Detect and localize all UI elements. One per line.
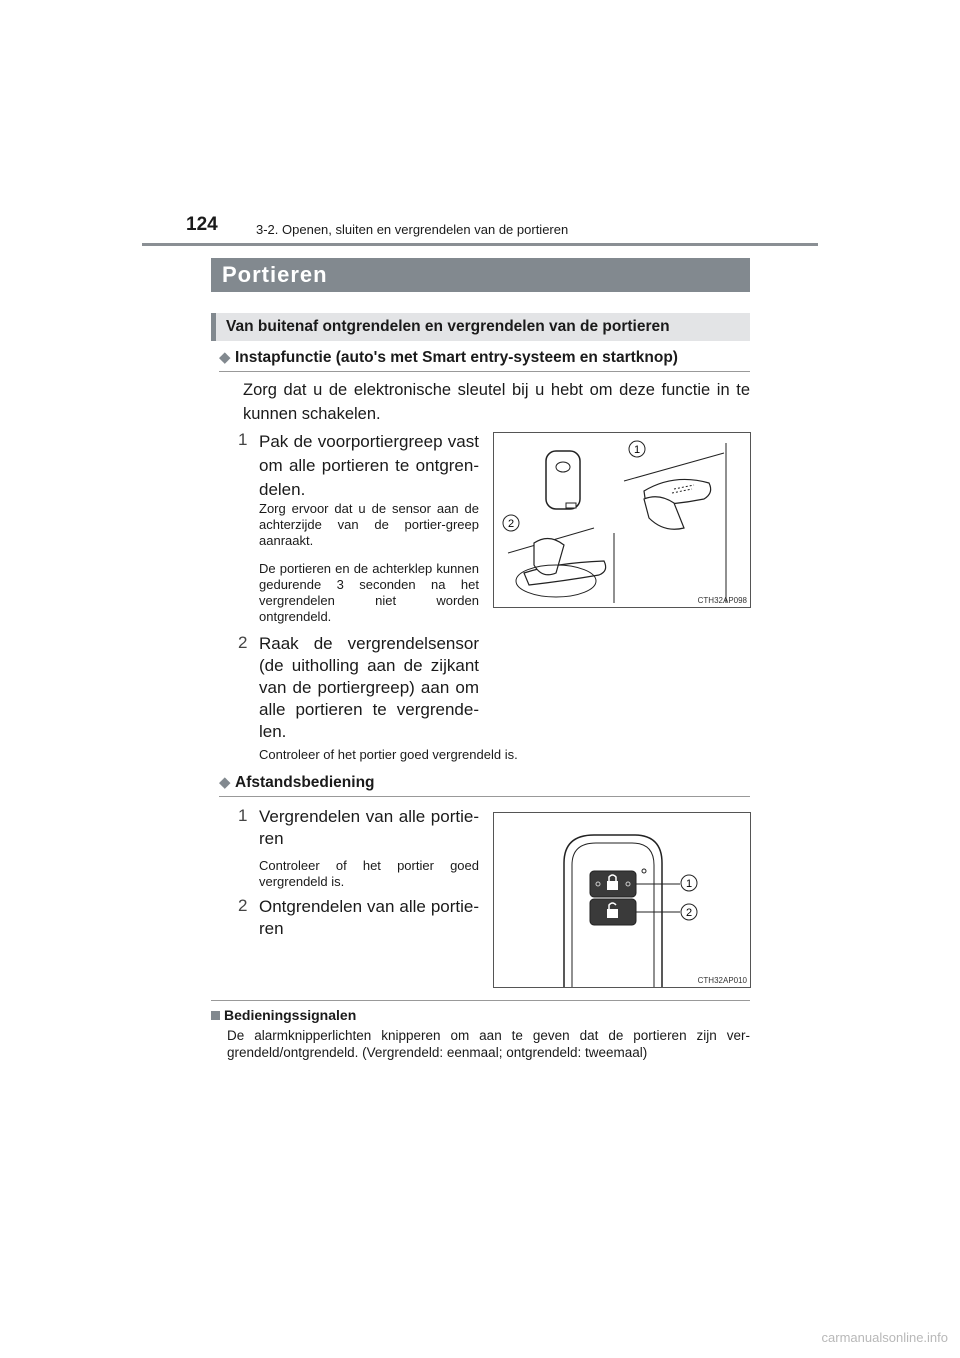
diamond-bullet-icon: ◆ (219, 774, 231, 791)
afstand-heading: Afstandsbediening (235, 774, 375, 791)
afstand-heading-rule (219, 796, 750, 797)
remote-key-illustration (494, 813, 750, 987)
afstand-heading-row (219, 773, 375, 792)
subsection-title: Van buitenaf ontgrendelen en vergrendelen van de portieren (226, 318, 670, 335)
afstand-step-2-number: 2 (238, 896, 248, 915)
figure-1-code: CTH32AP098 (697, 596, 747, 605)
step-1-number: 1 (238, 430, 248, 449)
figure-smart-entry (493, 432, 751, 608)
diamond-bullet-icon: ◆ (219, 349, 231, 366)
instap-heading: Instapfunctie (auto's met Smart entry-systeem en startknop) (235, 349, 678, 366)
figure-2-code: CTH32AP010 (697, 976, 747, 985)
instap-note: Controleer of het portier goed vergrendeld is. (259, 747, 518, 762)
instap-heading-rule (219, 371, 750, 372)
figure-1-callout-2: 2 (507, 518, 515, 530)
smart-entry-illustration (494, 433, 750, 607)
figure-remote-key (493, 812, 751, 988)
instap-step-2-text: Raak de vergrendelsensor (de uitholling aan de zijkant van de portiergreep) aan om alle portieren te vergrende-len. (259, 634, 479, 741)
step-2-number: 2 (238, 633, 248, 652)
header-divider (142, 243, 818, 246)
subsection-accent (211, 313, 216, 341)
instap-step-1-note-1: Zorg ervoor dat u de sensor aan de achterzijde van de portier-greep aanraakt. (259, 501, 479, 548)
footer-text: De alarmknipperlichten knipperen om aan te geven dat de portieren zijn ver-grendeld/ontgrendeld. (Vergrendeld: eenmaal; ontgrendeld: tweemaal) (227, 1028, 750, 1060)
afstand-step-2-text: Ontgrendelen van alle portie-ren (259, 897, 479, 938)
watermark: carmanualsonline.info (821, 1330, 948, 1345)
footer-divider (211, 1000, 750, 1001)
instap-intro: Zorg dat u de elektronische sleutel bij u hebt om deze functie in te kunnen schakelen. (243, 381, 750, 423)
afstand-step-1-number: 1 (238, 806, 248, 825)
figure-2-callout-1: 1 (685, 878, 693, 890)
figure-2-callout-2: 2 (685, 907, 693, 919)
section-title: Portieren (222, 262, 328, 287)
footer-heading-row (211, 1007, 356, 1025)
instap-heading-row (219, 348, 678, 367)
afstand-step-1-text: Vergrendelen van alle portie-ren (259, 807, 479, 848)
page-number: 124 (186, 214, 218, 235)
instap-step-1-note-2: De portieren en de achterklep kunnen gedurende 3 seconden na het vergrendelen niet worden ontgrendeld. (259, 561, 479, 624)
chapter-title: 3-2. Openen, sluiten en vergrendelen van de portieren (256, 222, 569, 237)
instap-step-1-text: Pak de voorportiergreep vast om alle portieren te ontgren-delen. (259, 432, 479, 499)
afstand-step-1-note: Controleer of het portier goed vergrendeld is. (259, 858, 479, 889)
footer-heading: Bedieningssignalen (224, 1007, 357, 1023)
square-bullet-icon (211, 1011, 220, 1020)
figure-1-callout-1: 1 (633, 444, 641, 456)
